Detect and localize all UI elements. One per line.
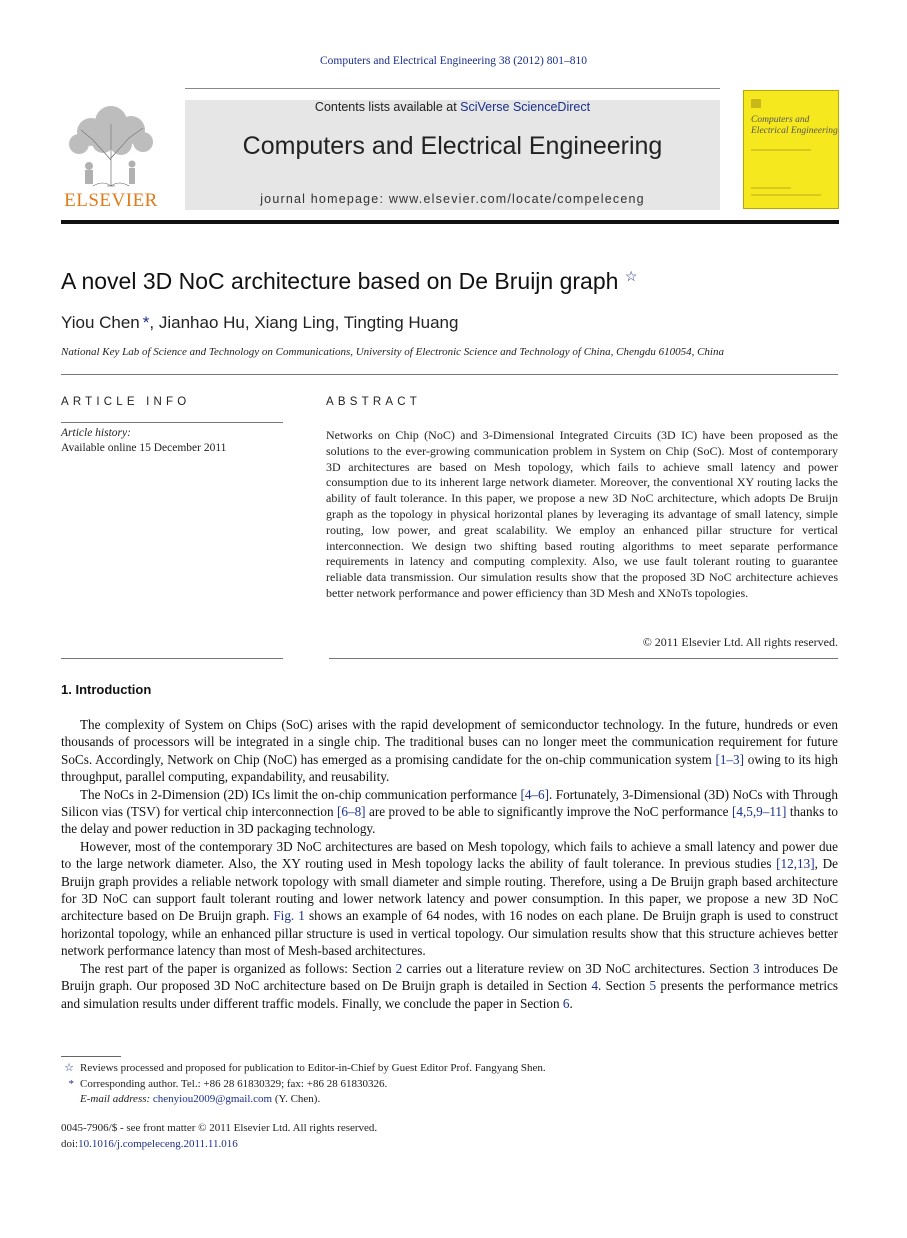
cover-emblem: [751, 99, 761, 108]
doi-label: doi:: [61, 1137, 79, 1150]
introduction-body: [61, 716, 838, 1012]
section-link[interactable]: 4: [591, 978, 599, 994]
section-link[interactable]: 2: [395, 960, 403, 976]
journal-homepage: [185, 192, 720, 206]
section-heading: 1. Introduction: [61, 682, 152, 697]
divider: [329, 658, 838, 659]
article-history-value: Available online 15 December 2011: [61, 442, 227, 454]
paper-title-text: A novel 3D NoC architecture based on De Bruijn graph: [61, 268, 619, 294]
section-link[interactable]: 3: [752, 960, 760, 976]
doi-line: [61, 1137, 377, 1153]
footnote-text: Reviews processed and proposed for publication to Editor-in-Chief by Guest Editor Prof. Fangyang Shen.: [80, 1062, 546, 1074]
text: . Section: [598, 978, 650, 994]
email-suffix: (Y. Chen).: [272, 1093, 321, 1105]
footnote-text: Corresponding author. Tel.: +86 28 61830329; fax: +86 28 61830326.: [80, 1077, 388, 1090]
paragraph: [61, 716, 838, 786]
author-name: Jianhao Hu: [158, 313, 245, 332]
text: introduces De Bruijn graph. Our proposed 3D NoC architecture based on De Bruijn graph is detailed in Section: [61, 960, 839, 994]
footnote-mark: ☆: [64, 1062, 74, 1074]
text: However, most of the contemporary 3D NoC architectures are based on Mesh topology, which fails to achieve a small latency and power due to the large network diameter. Also, the XY routing used in Mesh topology lacks the ability of fault tolerance. In previous studies: [61, 838, 838, 872]
contents-line: [185, 100, 720, 114]
doi-link[interactable]: 10.1016/j.compeleceng.2011.11.016: [78, 1137, 238, 1150]
divider: [61, 422, 283, 423]
homepage-link[interactable]: www.elsevier.com/locate/compeleceng: [388, 192, 645, 206]
masthead: [61, 88, 839, 212]
text: The NoCs in 2-Dimension (2D) ICs limit the on-chip communication performance: [80, 786, 521, 802]
email-line: [61, 1092, 821, 1108]
text: shows an example of 64 nodes, with 16 nodes on each plane. De Bruijn graph is used to construct horizontal topology, while an enhanced pillar structure is used in vertical topology. Our simulation results show that this structure achieves better network performance latency than most of Mesh-based architectures.: [61, 908, 838, 959]
journal-cover-image[interactable]: [743, 90, 839, 209]
text: are proved to be able to significantly improve the NoC performance: [365, 804, 732, 820]
homepage-prefix: journal homepage:: [260, 192, 389, 206]
figure-link[interactable]: Fig. 1: [273, 908, 305, 924]
text: . Fortunately, 3-Dimensional (3D) NoCs with Through Silicon vias (TSV) for vertical chip interconnection: [61, 786, 838, 820]
paragraph: [61, 838, 838, 960]
section-link[interactable]: 5: [649, 978, 657, 994]
footnote: [61, 1077, 821, 1093]
citation-link[interactable]: [12,13]: [776, 856, 815, 872]
journal-title: Computers and Electrical Engineering: [242, 132, 663, 160]
abstract-copyright: © 2011 Elsevier Ltd. All rights reserved.: [642, 635, 838, 649]
citation-link[interactable]: [4–6]: [520, 786, 550, 802]
author-name: Tingting Huang: [343, 313, 459, 332]
paragraph: [61, 786, 838, 838]
text: The complexity of System on Chips (SoC) arises with the rapid development of semiconductor technology. In the future, hundreds or even thousands of processors will be integrated in a single chip. The traditional buses can no longer meet the communication requirement for future SoCs. Accordingly, Network on Chip (NoC) has emerged as a promising candidate for the on-chip communication system: [61, 717, 838, 767]
elsevier-wordmark: ELSEVIER: [64, 190, 158, 211]
author-name: Yiou Chen: [61, 313, 140, 332]
footnotes: [61, 1061, 821, 1108]
citation-link[interactable]: [4,5,9–11]: [731, 804, 787, 820]
citation-link[interactable]: [6–8]: [337, 804, 366, 820]
sciencedirect-link[interactable]: SciVerse ScienceDirect: [460, 100, 591, 114]
journal-banner: [185, 100, 720, 210]
cover-title-line1: Computers and: [751, 115, 810, 125]
cover-title-line2: Electrical Engineering: [751, 126, 838, 136]
author-name: Xiang Ling: [254, 313, 335, 332]
paper-title: [61, 268, 637, 295]
article-info-heading: ARTICLE INFO: [61, 396, 191, 408]
text: presents the performance metrics and simulation results under different traffic models. Finally, we conclude the paper in Section: [61, 978, 838, 1011]
divider: [61, 374, 838, 375]
footnote-rule: [61, 1056, 121, 1057]
corresponding-author-mark[interactable]: *: [142, 313, 150, 332]
cover-title: [751, 115, 838, 137]
masthead-top-rule: [185, 88, 720, 89]
footnote: [61, 1061, 821, 1077]
article-history-label: Article history:: [61, 427, 131, 439]
journal-reference-link[interactable]: Computers and Electrical Engineering 38 (2012) 801–810: [320, 55, 587, 67]
publication-info: [61, 1121, 377, 1152]
text: , De Bruijn graph provides a reliable network topology with small diameter and simple routing. Therefore, using a De Bruijn graph based architecture for 3D NoC can support fault tolerant routing and lower network latency and power consumption. In this paper, we propose a new 3D NoC architecture based on De Bruijn graph.: [61, 856, 838, 924]
text: carries out a literature review on 3D NoC architectures. Section: [402, 960, 753, 976]
citation-link[interactable]: [1–3]: [715, 751, 745, 767]
elsevier-logo[interactable]: [61, 96, 161, 212]
issn-line: 0045-7906/$ - see front matter © 2011 Elsevier Ltd. All rights reserved.: [61, 1122, 378, 1134]
title-footnote-mark[interactable]: ☆: [624, 268, 638, 284]
email-label: E-mail address:: [80, 1093, 153, 1105]
abstract-text: Networks on Chip (NoC) and 3-Dimensional Integrated Circuits (3D IC) have been proposed as the solutions to the ever-growing communication problem in System on Chip (SoC). Most of contemporary 3D architectures are based on Mesh topology, which fails to achieve small latency and power consumption due to its inherent large network diameter. Moreover, the conventional XY routing lacks the ability of fault tolerance. In this paper, we propose a new 3D NoC architecture, which adopts De Bruijn graph as the topology in physical horizontal planes by leveraging its advantage of small latency, simple routing, low power, and great scalability. We employ an enhanced pillar structure for vertical interconnection. We design two shifting based routing algorithms to meet separate performance requirements in latency and computing complexity. Also, we use fault tolerant routing to guarantee reliable data transmission. Our simulation results show that the proposed 3D NoC architecture achieves better network performance and power efficiency than 3D Mesh and XNoTs topologies.: [326, 428, 838, 600]
email-link[interactable]: chenyiou2009@gmail.com: [152, 1093, 273, 1105]
cover-line: [751, 194, 821, 196]
elsevier-tree-icon: [63, 100, 159, 188]
cover-line: [751, 187, 791, 189]
text: thanks to the delay and power reduction in 3D packaging technology.: [61, 804, 838, 837]
text: owing to its high throughput, parallel computing, expandability, and reusability.: [61, 751, 838, 785]
abstract-heading: ABSTRACT: [326, 396, 421, 408]
author-list: Yiou Chen *, Jianhao Hu, Xiang Ling, Tingting Huang: [61, 313, 459, 332]
footnote-mark: *: [68, 1077, 74, 1090]
masthead-rule: [61, 220, 839, 224]
divider: [61, 658, 283, 659]
cover-line: [751, 149, 811, 151]
section-link[interactable]: 6: [562, 995, 570, 1011]
paragraph: [61, 960, 838, 1012]
text: The rest part of the paper is organized as follows: Section: [80, 960, 396, 976]
affiliation: National Key Lab of Science and Technology on Communications, University of Electronic Science and Technology of China, Chengdu 610054, China: [61, 346, 724, 358]
text: .: [569, 995, 573, 1011]
contents-prefix: Contents lists available at: [314, 100, 461, 114]
